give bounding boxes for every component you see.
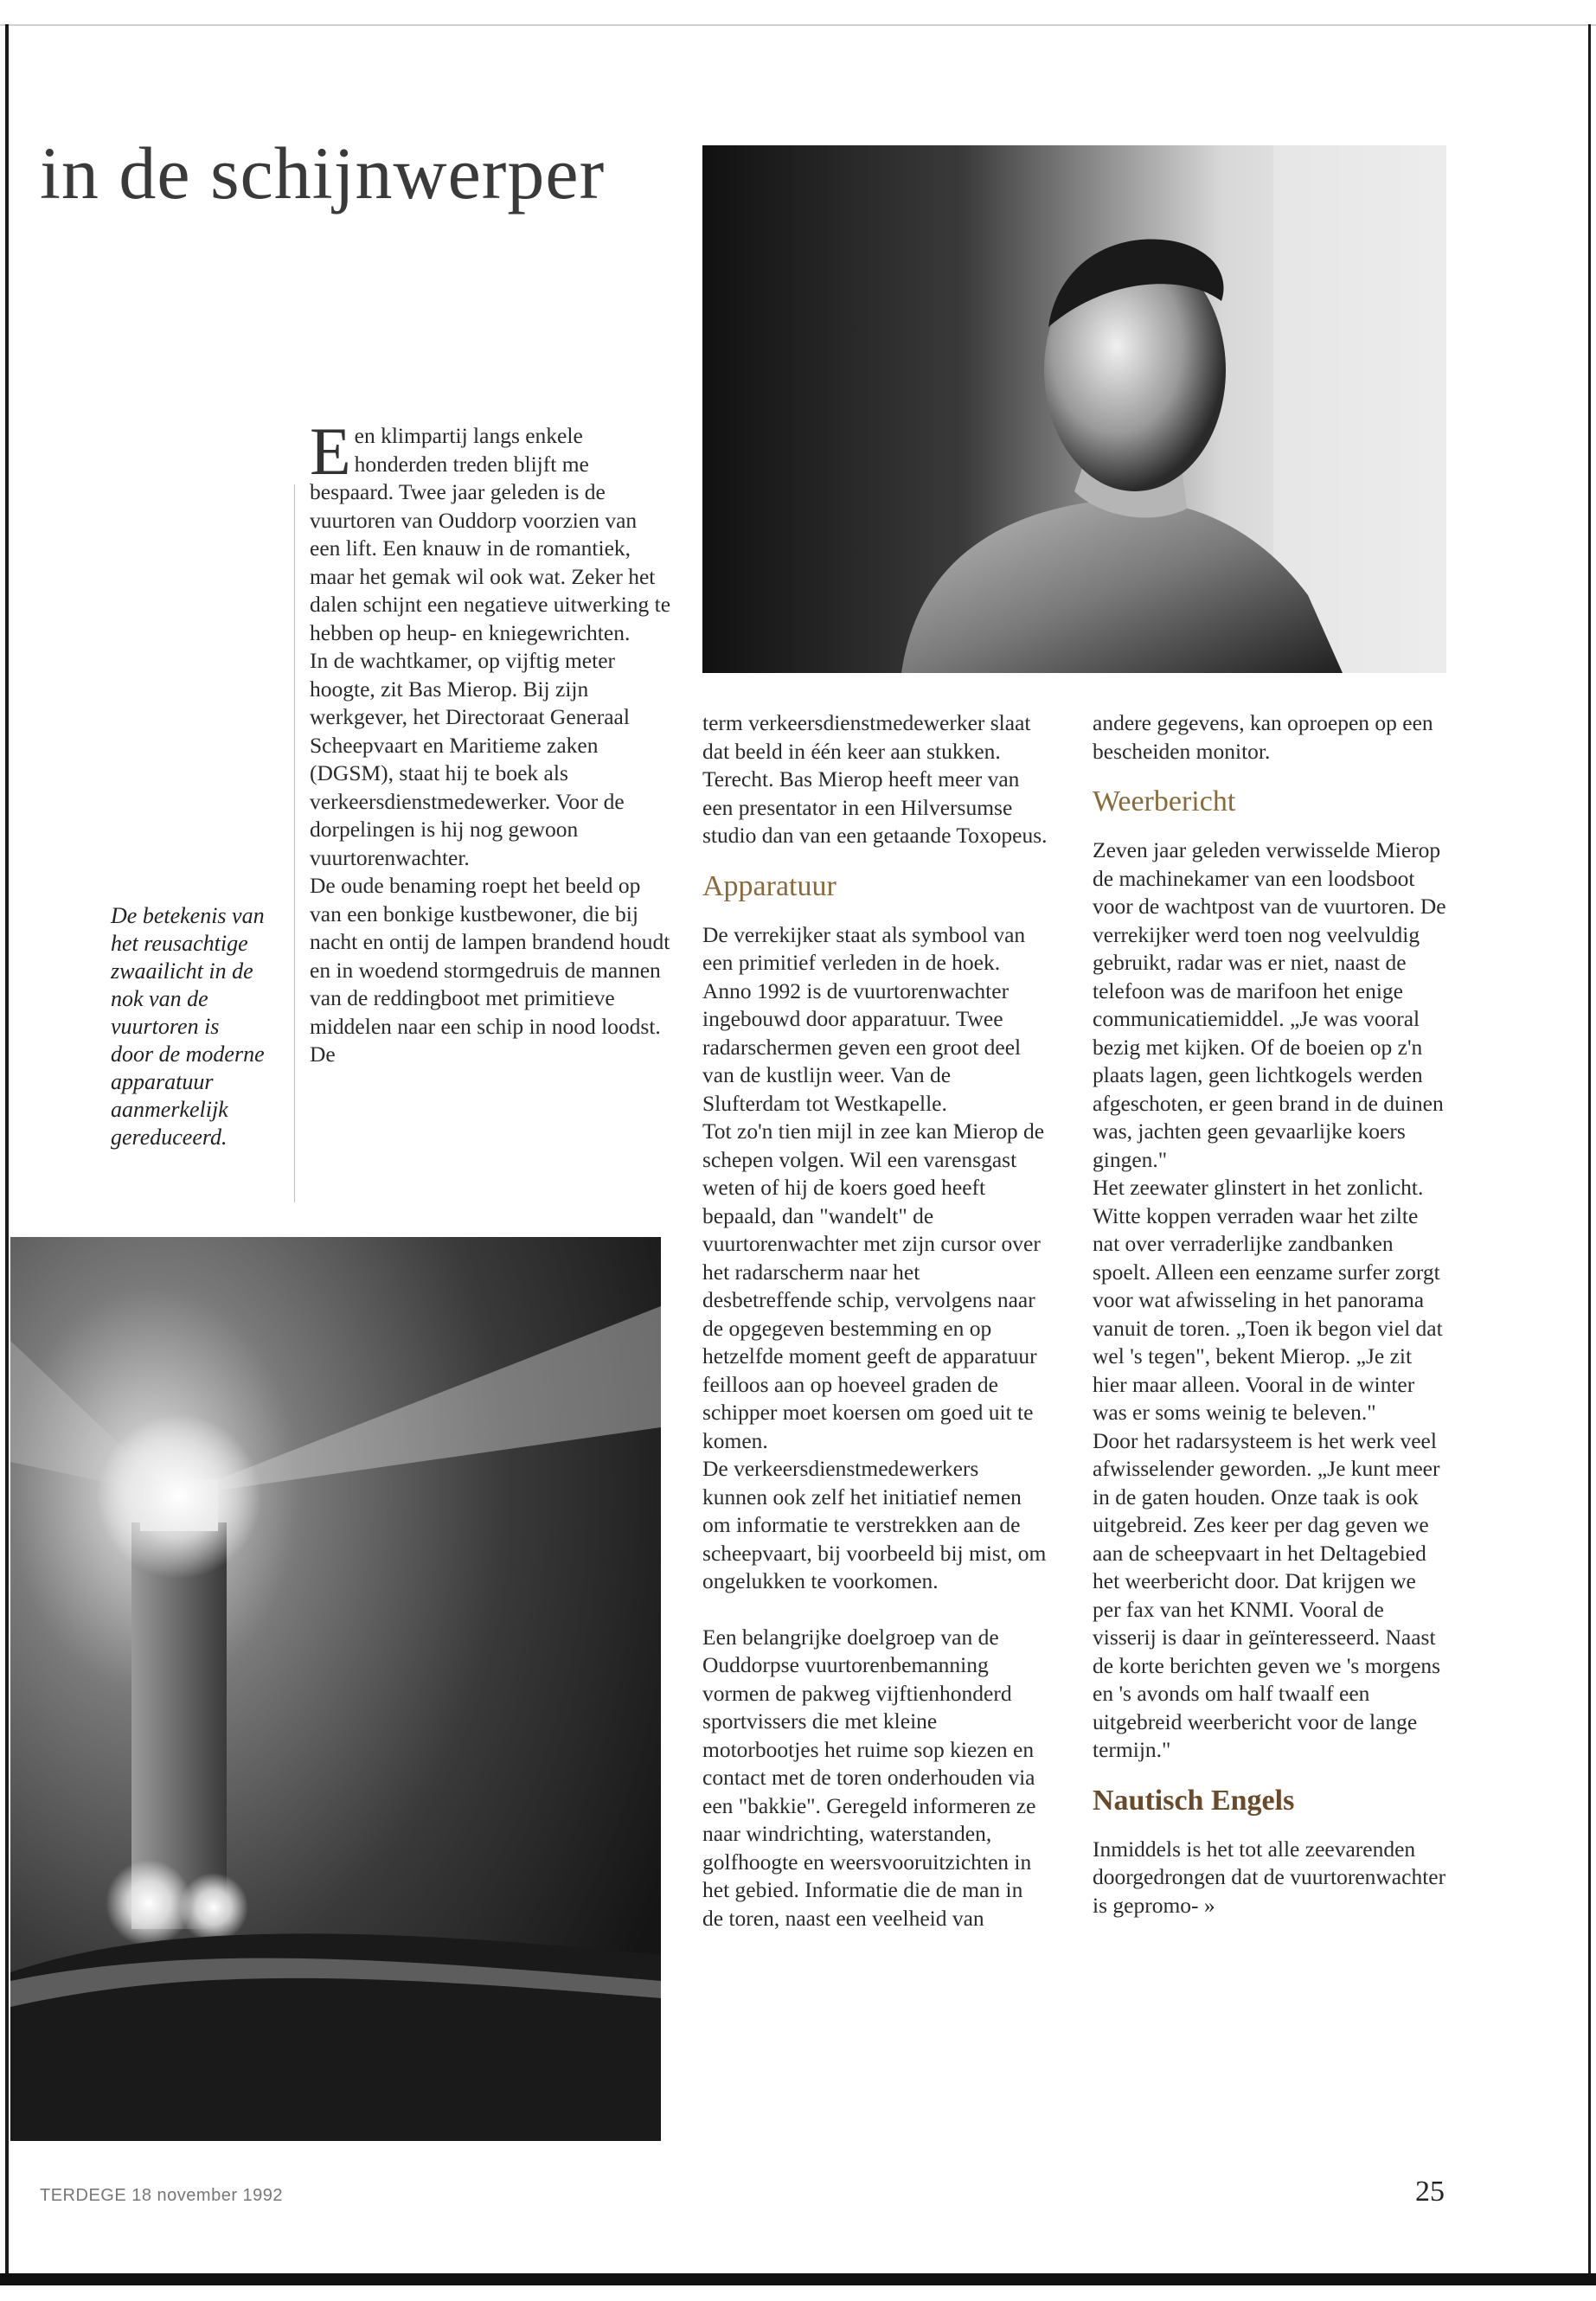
intro-column (310, 413, 671, 1069)
page-number: 25 (1415, 2176, 1445, 2208)
paragraph: De verkeersdienstmedewerkers kunnen ook zelf het initiatief nemen om informatie te verstrekken aan de scheepvaart, bij voorbeeld bij mist, om ongelukken te voorkomen. (702, 1456, 1047, 1593)
middle-column (702, 709, 1048, 1932)
intro-paragraph: De oude benaming roept het beeld op van een bonkige kustbewoner, die bij nacht en ontij de lampen brandend houdt en in woedend stormgedruis de mannen van de reddingboot met primitieve middelen naar een schip in nood loodst. De (310, 873, 670, 1067)
right-border (1588, 24, 1591, 2273)
paragraph: andere gegevens, kan oproepen op een bescheiden monitor. (1093, 710, 1433, 764)
top-rule (0, 24, 1596, 26)
bottom-border (0, 2273, 1596, 2285)
pull-quote: De betekenis van het reusachtige zwaailicht in de nok van de vuurtoren is door de moderne apparatuur aanmerkelijk gereduceerd. (111, 903, 265, 1150)
column-divider (294, 484, 295, 1202)
paragraph: Tot zo'n tien mijl in zee kan Mierop de schepen volgen. Wil een varensgast weten of hij de koers goed heeft bepaald, dan "wandelt" de vuurtorenwachter met zijn cursor over het radarscherm naar het desbetreffende schip, vervolgens naar de opgegeven bestemming en op hetzelfde moment geeft de apparatuur feilloos aan op hoeveel graden de schipper moet koersen om goed uit te komen. (702, 1118, 1045, 1453)
paragraph: term verkeersdienstmedewerker slaat dat beeld in één keer aan stukken. Terecht. Bas Mierop heeft meer van een presentator in een Hilversumse studio dan van een getaande Toxopeus. (702, 710, 1048, 848)
page-title: in de schijnwerper (40, 131, 606, 215)
paragraph: Door het radarsysteem is het werk veel afwisselender geworden. „Je kunt meer in de gaten houden. Onze taak is ook uitgebreid. Zes keer per dag geven we aan de scheepvaart in het Deltagebied het weerbericht door. Dat krijgen we per fax van het KNMI. Vooral de visserij is daar in geïnteresseerd. Naast de korte berichten geven we 's morgens en 's avonds om half twaalf een uitgebreid weerbericht voor de lange termijn." (1093, 1427, 1441, 1762)
intro-paragraph: en klimpartij langs enkele honderden treden blijft me bespaard. Twee jaar geleden is de vuurtoren van Ouddorp voorzien van een lift. Een knauw in de romantiek, maar het gemak wil ook wat. Zeker het dalen schijnt een negatieve uitwerking te hebben op heup- en kniegewrichten. (310, 423, 671, 645)
section-heading: Weerbericht (1093, 785, 1236, 817)
section-heading: Apparatuur (702, 869, 836, 902)
portrait-photo (702, 145, 1446, 673)
publication-line: TERDEGE 18 november 1992 (40, 2186, 284, 2205)
section-heading: Nautisch Engels (1093, 1784, 1295, 1817)
intro-paragraph: In de wachtkamer, op vijftig meter hoogte, zit Bas Mierop. Bij zijn werkgever, het Directoraat Generaal Scheepvaart en Maritieme zaken (DGSM), staat hij te boek als verkeersdienstmedewerker. Voor de dorpelingen is hij nog gewoon vuurtorenwachter. (310, 648, 630, 870)
left-border (5, 24, 9, 2273)
paragraph: Inmiddels is het tot alle zeevarenden doorgedrongen dat de vuurtorenwachter is gepromo- » (1093, 1836, 1446, 1918)
drop-cap: E (310, 413, 351, 489)
paragraph: Een belangrijke doelgroep van de Ouddorpse vuurtorenbemanning vormen de pakweg vijftienhonderd sportvissers die met kleine motorbootjes het ruime sop kiezen en contact met de toren onderhouden via een "bakkie". Geregeld informeren ze naar windrichting, waterstanden, golfhoogte en weersvooruitzichten in het gebied. Informatie die de man in de toren, naast een veelheid van (702, 1624, 1036, 1931)
lighthouse-photo (10, 1237, 661, 2141)
right-column (1093, 709, 1447, 1920)
paragraph: Het zeewater glinstert in het zonlicht. Witte koppen verraden waar het zilte nat over verraderlijke zandbanken spoelt. Alleen een eenzame surfer zorgt voor wat afwisseling in het panorama vanuit de toren. „Toen ik begon viel dat wel 's tegen", bekent Mierop. „Je zit hier maar alleen. Vooral in de winter was er soms weinig te beleven." (1093, 1175, 1443, 1425)
paragraph: De verrekijker staat als symbool van een primitief verleden in de hoek. Anno 1992 is de vuurtorenwachter ingebouwd door apparatuur. Twee radarschermen geven een groot deel van de kustlijn weer. Van de Slufterdam tot Westkapelle. (702, 921, 1026, 1116)
paragraph: Zeven jaar geleden verwisselde Mierop de machinekamer van een loodsboot voor de wachtpost van de vuurtoren. De verrekijker werd toen nog veelvuldig gebruikt, radar was er niet, naast de telefoon was de marifoon het enige communicatiemiddel. „Je was vooral bezig met kijken. Of de boeien op z'n plaats lagen, geen lichtkogels werden afgeschoten, er geen brand in de duinen was, jachten geen gevaarlijke koers gingen." (1093, 837, 1446, 1172)
